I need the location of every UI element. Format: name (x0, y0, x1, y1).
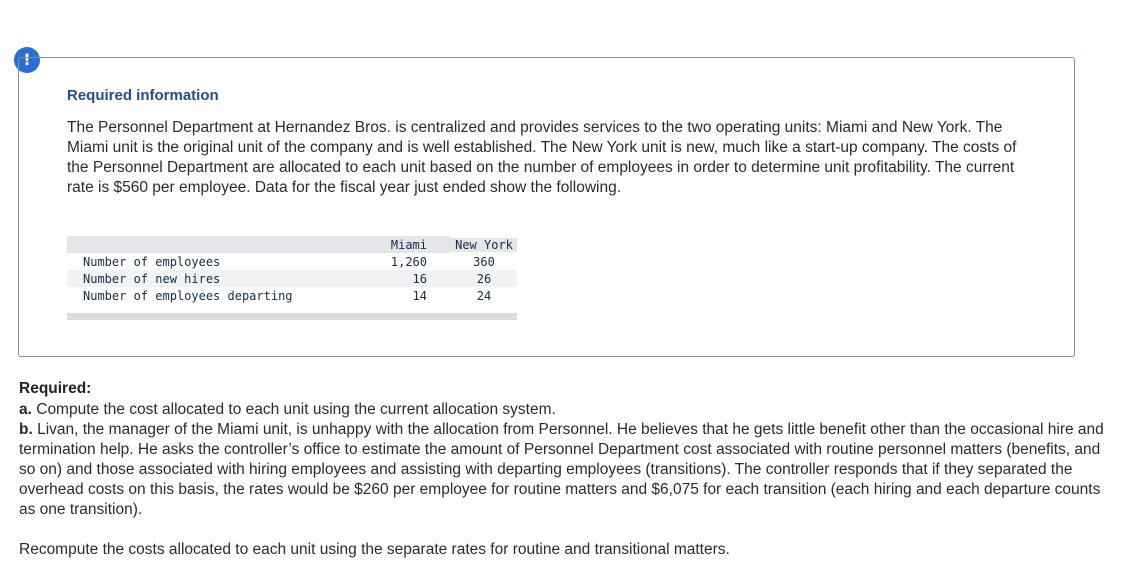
cell-new-york: 26 (476, 271, 492, 286)
alert-exclamation-icon: ! (14, 47, 40, 73)
requirement-b-label: b. (19, 421, 33, 438)
info-paragraph: The Personnel Department at Hernandez Bros. is centralized and provides services to the two operating units: Miami and New York. The Miami unit is the original unit of the company and is well established. The New York unit is new, much like a start-up company. The costs of the Personnel Department are allocated to each unit based on the number of employees in order to determine unit profitability. The current rate is $560 per employee. Data for the fiscal year just ended show the following. (67, 119, 1017, 196)
requirement-b-text: Livan, the manager of the Miami unit, is unhappy with the allocation from Personnel. He believes that he gets little benefit other than the occasional hire and termination help. He asks the controller’s office to estimate the amount of Personnel Department cost associated with routine personnel matters (benefits, and so on) and those associated with hiring employees and assisting with departing employees (transitions). The controller responds that if they separated the overhead costs on this basis, the rates would be $260 per employee for routine matters and $6,075 for each transition (each hiring and each departure counts as one transition). (19, 421, 1104, 518)
requirement-b (19, 420, 1109, 520)
row-label: Number of new hires (83, 271, 221, 286)
row-label: Number of employees (83, 254, 221, 269)
table-row (67, 270, 517, 287)
table-footer-bar (67, 313, 517, 320)
required-heading: Required: (19, 380, 92, 397)
table-row (67, 287, 517, 304)
table-header-row (67, 236, 517, 253)
table-row (67, 253, 517, 270)
requirement-a (19, 400, 1109, 420)
cell-new-york: 24 (476, 288, 492, 303)
row-label: Number of employees departing (83, 288, 293, 303)
cell-new-york: 360 (473, 254, 495, 269)
required-information-box (18, 57, 1075, 357)
cell-miami: 16 (412, 271, 427, 286)
employee-data-table (67, 236, 517, 320)
column-header-miami: Miami (390, 237, 427, 252)
requirement-b-recompute: Recompute the costs allocated to each unit using the separate rates for routine and transitional matters. (19, 541, 730, 558)
info-title: Required information (67, 87, 219, 104)
cell-miami: 1,260 (390, 254, 427, 269)
cell-miami: 14 (412, 288, 427, 303)
requirement-a-label: a. (19, 401, 32, 418)
column-header-new-york: New York (427, 238, 517, 252)
requirement-a-text: Compute the cost allocated to each unit using the current allocation system. (31, 401, 556, 418)
